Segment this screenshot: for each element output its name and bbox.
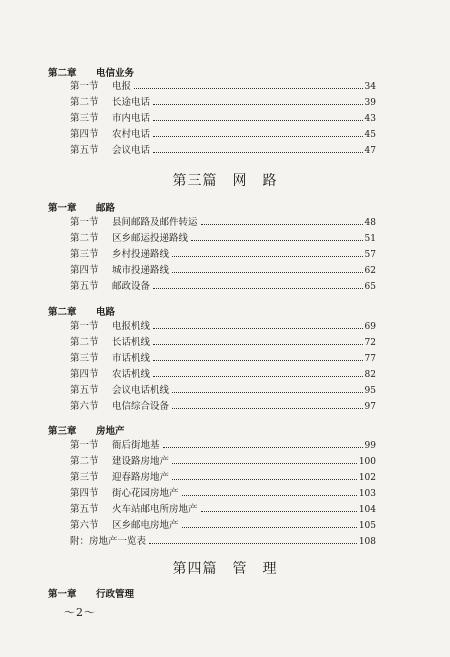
- toc-entry[interactable]: 第一节 衙后街地基 99: [70, 440, 376, 451]
- toc-entry[interactable]: 第三节 市内电话 43: [70, 113, 376, 124]
- chapter-heading: 第二章 电信业务: [48, 68, 135, 79]
- toc-entry-appendix[interactable]: 附：房地产一览表 108: [70, 536, 376, 547]
- toc-entry[interactable]: 第五节 会议电话 47: [70, 145, 376, 156]
- toc-entry[interactable]: 第一节 电报 34: [70, 81, 376, 92]
- toc-entry[interactable]: 第二节 长话机线 72: [70, 337, 376, 348]
- toc-entry[interactable]: 第二节 长途电话 39: [70, 97, 376, 108]
- toc-entry[interactable]: 第四节 城市投递路线 62: [70, 265, 376, 276]
- toc-entry[interactable]: 第五节 火车站邮电所房地产 104: [70, 504, 376, 515]
- chapter-heading: 第一章 行政管理: [48, 589, 135, 600]
- chapter-heading: 第二章 电路: [48, 307, 116, 318]
- toc-entry[interactable]: 第一节 县间邮路及邮件转运 48: [70, 217, 376, 228]
- toc-entry[interactable]: 第六节 区乡邮电房地产 105: [70, 520, 376, 531]
- toc-entry[interactable]: 第四节 街心花园房地产 103: [70, 488, 376, 499]
- chapter-heading: 第一章 邮路: [48, 203, 116, 214]
- toc-entry[interactable]: 第三节 迎春路房地产 102: [70, 472, 376, 483]
- toc-entry[interactable]: 第五节 会议电话机线 95: [70, 385, 376, 396]
- toc-entry[interactable]: 第三节 乡村投递路线 57: [70, 249, 376, 260]
- toc-entry[interactable]: 第六节 电信综合设备 97: [70, 401, 376, 412]
- toc-entry[interactable]: 第二节 区乡邮运投递路线 51: [70, 233, 376, 244]
- toc-entry[interactable]: 第三节 市话机线 77: [70, 353, 376, 364]
- part-heading: 第四篇 管 理: [172, 561, 278, 577]
- page-number: ～2～: [64, 606, 96, 619]
- part-heading: 第三篇 网 路: [172, 173, 278, 189]
- toc-entry[interactable]: 第五节 邮政设备 65: [70, 281, 376, 292]
- toc-entry[interactable]: 第四节 农话机线 82: [70, 369, 376, 380]
- toc-entry[interactable]: 第四节 农村电话 45: [70, 129, 376, 140]
- toc-entry[interactable]: 第二节 建设路房地产 100: [70, 456, 376, 467]
- chapter-heading: 第三章 房地产: [48, 426, 125, 437]
- toc-entry[interactable]: 第一节 电报机线 69: [70, 321, 376, 332]
